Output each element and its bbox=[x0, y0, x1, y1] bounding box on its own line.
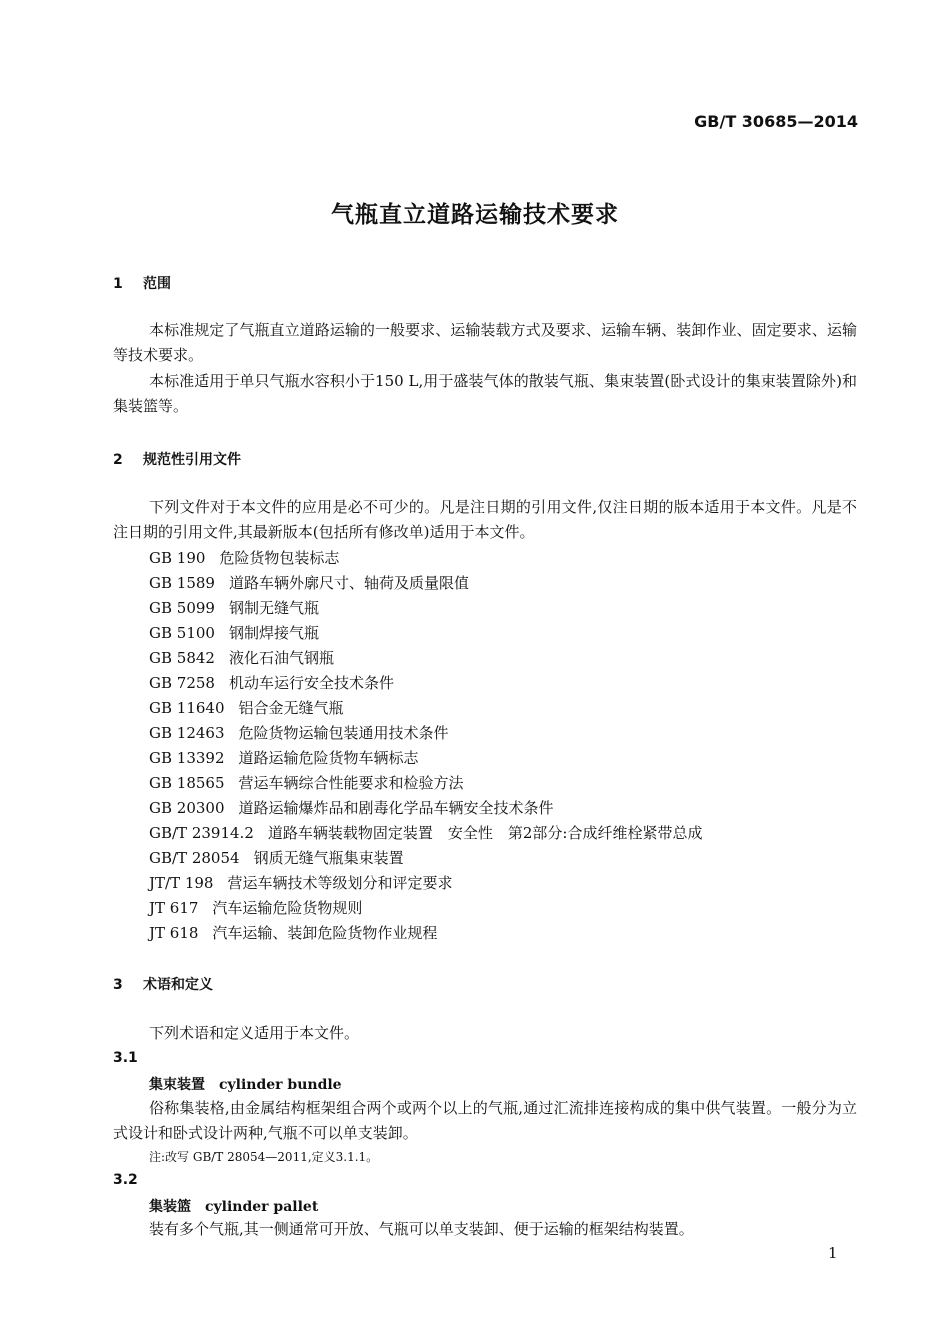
reference-item bbox=[149, 846, 702, 871]
reference-item bbox=[149, 696, 702, 721]
reference-code: JT 618 bbox=[149, 924, 199, 942]
reference-item bbox=[149, 671, 702, 696]
references-intro: 下列文件对于本文件的应用是必不可少的。凡是注日期的引用文件,仅注日期的版本适用于本文件。凡是不注日期的引用文件,其最新版本(包括所有修改单)适用于本文件。 bbox=[113, 498, 857, 541]
reference-item bbox=[149, 721, 702, 746]
reference-title: 营运车辆技术等级划分和评定要求 bbox=[227, 874, 453, 892]
reference-code: GB 12463 bbox=[149, 724, 225, 742]
document-title: 气瓶直立道路运输技术要求 bbox=[331, 202, 619, 228]
section-title: 范围 bbox=[143, 276, 171, 292]
reference-code: GB 5100 bbox=[149, 624, 215, 642]
reference-title: 危险货物运输包装通用技术条件 bbox=[238, 724, 449, 742]
reference-list bbox=[149, 546, 702, 946]
section-title: 术语和定义 bbox=[143, 977, 213, 993]
standard-code: GB/T 30685—2014 bbox=[694, 112, 858, 131]
reference-item bbox=[149, 546, 702, 571]
reference-code: GB 7258 bbox=[149, 674, 215, 692]
section-number: 3 bbox=[113, 977, 123, 993]
reference-item bbox=[149, 571, 702, 596]
term-english: cylinder pallet bbox=[205, 1199, 319, 1215]
term-number: 3.2 bbox=[113, 1172, 138, 1188]
reference-code: GB/T 23914.2 bbox=[149, 824, 254, 842]
term-chinese: 集装篮 bbox=[149, 1199, 191, 1215]
reference-item bbox=[149, 821, 702, 846]
section-number: 1 bbox=[113, 276, 123, 292]
reference-title: 钢质无缝气瓶集束装置 bbox=[253, 849, 404, 867]
reference-code: JT 617 bbox=[149, 899, 199, 917]
term-note: 注:改写 GB/T 28054—2011,定义3.1.1。 bbox=[149, 1150, 379, 1164]
term-english: cylinder bundle bbox=[219, 1077, 342, 1093]
reference-title: 汽车运输、装卸危险货物作业规程 bbox=[212, 924, 438, 942]
term-number: 3.1 bbox=[113, 1050, 138, 1066]
reference-code: GB 5099 bbox=[149, 599, 215, 617]
reference-item bbox=[149, 771, 702, 796]
section-1-heading bbox=[113, 273, 171, 293]
reference-item bbox=[149, 621, 702, 646]
reference-title: 汽车运输危险货物规则 bbox=[212, 899, 363, 917]
reference-item bbox=[149, 796, 702, 821]
terms-intro: 下列术语和定义适用于本文件。 bbox=[149, 1024, 360, 1042]
reference-title: 营运车辆综合性能要求和检验方法 bbox=[238, 774, 464, 792]
section-3-heading bbox=[113, 974, 213, 994]
reference-code: GB 1589 bbox=[149, 574, 215, 592]
reference-code: GB/T 28054 bbox=[149, 849, 240, 867]
reference-title: 铝合金无缝气瓶 bbox=[238, 699, 344, 717]
section-2-heading bbox=[113, 449, 241, 469]
reference-title: 危险货物包装标志 bbox=[219, 549, 340, 567]
term-chinese: 集束装置 bbox=[149, 1077, 205, 1093]
term-definition: 俗称集装格,由金属结构框架组合两个或两个以上的气瓶,通过汇流排连接构成的集中供气装置。一般分为立式设计和卧式设计两种,气瓶不可以单支装卸。 bbox=[113, 1099, 857, 1142]
reference-title: 钢制无缝气瓶 bbox=[228, 599, 319, 617]
reference-title: 道路车辆外廓尺寸、轴荷及质量限值 bbox=[228, 574, 469, 592]
reference-title: 钢制焊接气瓶 bbox=[228, 624, 319, 642]
reference-title: 道路运输危险货物车辆标志 bbox=[238, 749, 419, 767]
reference-title: 机动车运行安全技术条件 bbox=[228, 674, 394, 692]
section-number: 2 bbox=[113, 452, 123, 468]
reference-code: GB 5842 bbox=[149, 649, 215, 667]
reference-code: GB 13392 bbox=[149, 749, 225, 767]
reference-title: 液化石油气钢瓶 bbox=[228, 649, 334, 667]
scope-paragraph-2: 本标准适用于单只气瓶水容积小于150 L,用于盛装气体的散装气瓶、集束装置(卧式设计的集束装置除外)和集装篮等。 bbox=[113, 372, 857, 415]
reference-code: GB 18565 bbox=[149, 774, 225, 792]
term-definition: 装有多个气瓶,其一侧通常可开放、气瓶可以单支装卸、便于运输的框架结构装置。 bbox=[149, 1220, 694, 1238]
reference-item bbox=[149, 896, 702, 921]
page-number: 1 bbox=[828, 1244, 838, 1262]
reference-item bbox=[149, 596, 702, 621]
reference-title: 道路运输爆炸品和剧毒化学品车辆安全技术条件 bbox=[238, 799, 554, 817]
term-title bbox=[149, 1074, 342, 1094]
reference-code: GB 20300 bbox=[149, 799, 225, 817]
reference-title: 道路车辆装载物固定装置 安全性 第2部分:合成纤维栓紧带总成 bbox=[267, 824, 703, 842]
scope-paragraph-1: 本标准规定了气瓶直立道路运输的一般要求、运输装载方式及要求、运输车辆、装卸作业、固定要求、运输等技术要求。 bbox=[113, 321, 857, 364]
reference-item bbox=[149, 746, 702, 771]
term-title bbox=[149, 1196, 318, 1216]
reference-code: GB 11640 bbox=[149, 699, 225, 717]
reference-item bbox=[149, 646, 702, 671]
reference-code: JT/T 198 bbox=[149, 874, 214, 892]
reference-item bbox=[149, 871, 702, 896]
reference-item bbox=[149, 921, 702, 946]
reference-code: GB 190 bbox=[149, 549, 206, 567]
section-title: 规范性引用文件 bbox=[143, 452, 241, 468]
